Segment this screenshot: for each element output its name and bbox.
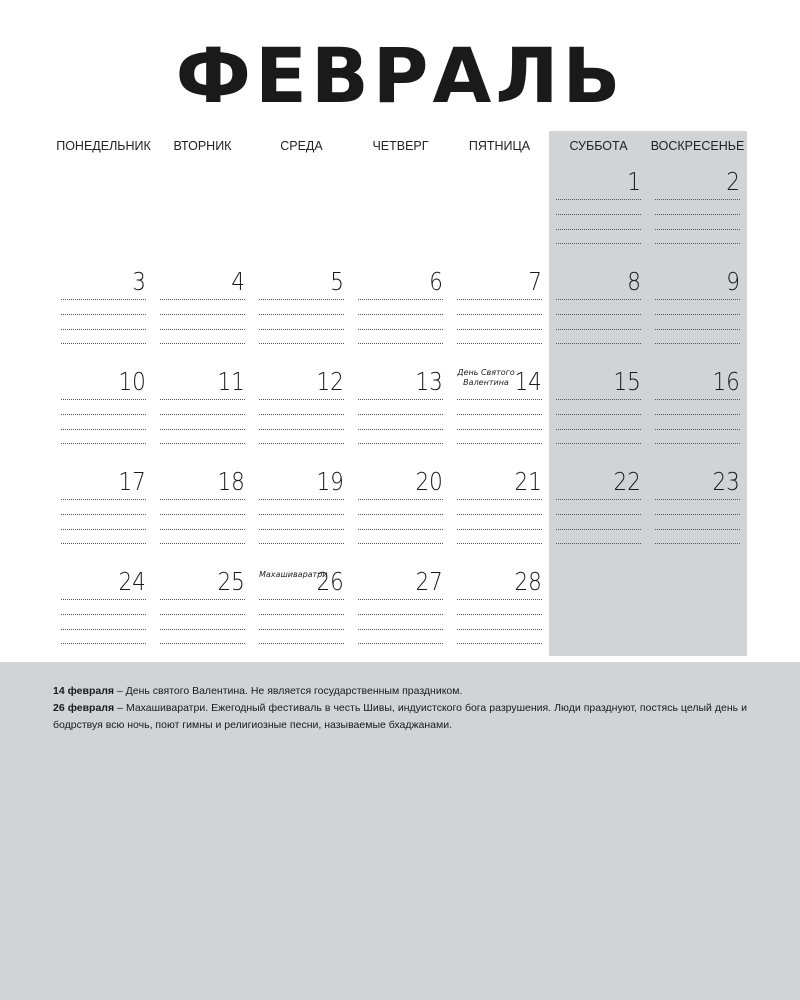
- note-mahashivaratri-date: 26 февраля: [53, 702, 115, 714]
- note-line: [259, 629, 344, 630]
- note-line: [61, 299, 146, 300]
- day-cell: [358, 268, 443, 358]
- day-cell: [358, 168, 443, 258]
- note-line: [655, 543, 740, 544]
- note-line: [556, 414, 641, 415]
- note-line: [61, 514, 146, 515]
- note-line: [556, 499, 641, 500]
- note-line: [457, 643, 542, 644]
- day-cell: [655, 368, 740, 458]
- event-valentine: [456, 368, 516, 388]
- day-cell: [160, 368, 245, 458]
- note-line: [160, 443, 245, 444]
- note-line: [556, 314, 641, 315]
- note-line: [457, 599, 542, 600]
- day-number: 25: [217, 567, 245, 596]
- note-valentine: [53, 683, 747, 700]
- weekday-label: ВТОРНИК: [173, 139, 232, 153]
- day-cell: [259, 168, 344, 258]
- day-cell: [556, 168, 641, 258]
- day-number: 10: [118, 367, 146, 396]
- day-cell: [556, 568, 641, 658]
- note-line: [457, 514, 542, 515]
- day-number: 28: [514, 567, 542, 596]
- day-cell: [61, 568, 146, 658]
- day-cell: [160, 468, 245, 558]
- note-line: [358, 429, 443, 430]
- note-line: [358, 314, 443, 315]
- day-number: 11: [217, 367, 245, 396]
- day-cell: [457, 568, 542, 658]
- note-line: [556, 543, 641, 544]
- note-line: [259, 529, 344, 530]
- note-mahashivaratri: [53, 700, 747, 734]
- holiday-notes: [53, 683, 747, 734]
- note-line: [259, 643, 344, 644]
- day-cell: [655, 268, 740, 358]
- note-line: [457, 399, 542, 400]
- weekday-label: СУББОТА: [569, 139, 628, 153]
- note-valentine-text: – День святого Валентина. Не является государственным праздником.: [114, 685, 463, 697]
- note-line: [457, 414, 542, 415]
- day-cell: [160, 168, 245, 258]
- day-number: 2: [726, 167, 740, 196]
- note-line: [556, 299, 641, 300]
- note-line: [457, 343, 542, 344]
- day-number: 17: [118, 467, 146, 496]
- note-line: [160, 614, 245, 615]
- day-number: 15: [613, 367, 641, 396]
- weekday-label: ПОНЕДЕЛЬНИК: [56, 139, 151, 153]
- note-line: [556, 199, 641, 200]
- weekday-label: ВОСКРЕСЕНЬЕ: [650, 139, 745, 153]
- note-line: [556, 399, 641, 400]
- day-number: 22: [613, 467, 641, 496]
- note-line: [259, 329, 344, 330]
- note-line: [655, 399, 740, 400]
- day-number: 5: [330, 267, 344, 296]
- note-line: [160, 329, 245, 330]
- day-cell: [358, 568, 443, 658]
- day-number: 3: [132, 267, 146, 296]
- note-line: [61, 629, 146, 630]
- note-line: [655, 429, 740, 430]
- note-line: [556, 529, 641, 530]
- note-line: [556, 514, 641, 515]
- month-title: ФЕВРАЛЬ: [175, 31, 625, 120]
- note-line: [556, 214, 641, 215]
- note-line: [655, 229, 740, 230]
- day-number: 24: [118, 567, 146, 596]
- day-number: 6: [429, 267, 443, 296]
- note-line: [457, 443, 542, 444]
- day-cell: [556, 468, 641, 558]
- note-line: [160, 399, 245, 400]
- note-line: [259, 429, 344, 430]
- note-line: [358, 443, 443, 444]
- day-cell: [655, 468, 740, 558]
- note-line: [457, 499, 542, 500]
- day-number: 8: [627, 267, 641, 296]
- day-number: 23: [712, 467, 740, 496]
- day-cell: [457, 168, 542, 258]
- day-number: 27: [415, 567, 443, 596]
- day-number: 18: [217, 467, 245, 496]
- note-line: [61, 529, 146, 530]
- note-line: [160, 543, 245, 544]
- day-number: 7: [528, 267, 542, 296]
- day-cell: [259, 368, 344, 458]
- note-line: [655, 343, 740, 344]
- note-line: [358, 529, 443, 530]
- day-cell: [358, 468, 443, 558]
- note-line: [160, 314, 245, 315]
- note-line: [160, 299, 245, 300]
- note-line: [61, 343, 146, 344]
- note-line: [259, 543, 344, 544]
- note-line: [61, 399, 146, 400]
- day-number: 12: [316, 367, 344, 396]
- note-line: [358, 414, 443, 415]
- note-line: [160, 343, 245, 344]
- note-line: [358, 514, 443, 515]
- day-cell: [160, 268, 245, 358]
- note-line: [457, 629, 542, 630]
- note-line: [61, 599, 146, 600]
- note-line: [259, 599, 344, 600]
- note-line: [655, 214, 740, 215]
- day-cell: [61, 368, 146, 458]
- day-cell: [160, 568, 245, 658]
- note-line: [358, 499, 443, 500]
- day-cell: [655, 568, 740, 658]
- note-line: [259, 514, 344, 515]
- note-line: [556, 429, 641, 430]
- day-cell: [259, 268, 344, 358]
- note-line: [655, 514, 740, 515]
- note-line: [358, 629, 443, 630]
- note-line: [655, 299, 740, 300]
- weekday-label: ПЯТНИЦА: [468, 139, 531, 153]
- day-number: 4: [231, 267, 245, 296]
- note-line: [457, 529, 542, 530]
- note-line: [259, 414, 344, 415]
- note-line: [358, 399, 443, 400]
- day-cell: [61, 168, 146, 258]
- note-line: [457, 614, 542, 615]
- day-cell: [457, 468, 542, 558]
- note-line: [457, 329, 542, 330]
- note-line: [556, 443, 641, 444]
- note-line: [556, 343, 641, 344]
- note-line: [61, 429, 146, 430]
- day-cell: [655, 168, 740, 258]
- event-mahashivaratri: Махашиваратри: [259, 570, 328, 579]
- note-line: [457, 299, 542, 300]
- day-cell: [259, 568, 344, 658]
- note-line: [655, 199, 740, 200]
- note-line: [61, 643, 146, 644]
- note-line: [358, 299, 443, 300]
- note-line: [160, 514, 245, 515]
- note-line: [556, 329, 641, 330]
- note-line: [61, 314, 146, 315]
- day-number: 16: [712, 367, 740, 396]
- note-line: [160, 629, 245, 630]
- note-line: [655, 243, 740, 244]
- note-line: [457, 429, 542, 430]
- note-line: [61, 443, 146, 444]
- event-valentine-line-2: Валентина: [463, 378, 509, 387]
- note-line: [160, 599, 245, 600]
- day-number: 20: [415, 467, 443, 496]
- note-line: [457, 314, 542, 315]
- note-line: [358, 329, 443, 330]
- note-line: [259, 314, 344, 315]
- note-line: [160, 529, 245, 530]
- note-line: [358, 599, 443, 600]
- note-line: [259, 399, 344, 400]
- day-number: 9: [726, 267, 740, 296]
- note-line: [655, 329, 740, 330]
- note-line: [259, 499, 344, 500]
- day-number: 14: [514, 367, 542, 396]
- note-line: [655, 499, 740, 500]
- weekday-label: ЧЕТВЕРГ: [372, 139, 429, 153]
- note-line: [61, 414, 146, 415]
- note-line: [259, 343, 344, 344]
- note-line: [61, 329, 146, 330]
- note-line: [655, 443, 740, 444]
- note-line: [556, 243, 641, 244]
- note-line: [655, 414, 740, 415]
- day-cell: [457, 268, 542, 358]
- day-cell: [61, 268, 146, 358]
- note-line: [358, 614, 443, 615]
- note-line: [61, 543, 146, 544]
- note-line: [259, 299, 344, 300]
- note-line: [160, 414, 245, 415]
- day-number: 19: [316, 467, 344, 496]
- day-cell: [556, 368, 641, 458]
- day-number: 26: [316, 567, 344, 596]
- day-number: 1: [627, 167, 641, 196]
- note-line: [61, 614, 146, 615]
- note-line: [457, 543, 542, 544]
- day-number: 21: [514, 467, 542, 496]
- event-valentine-line-1: День Святого: [457, 368, 515, 377]
- note-line: [61, 499, 146, 500]
- day-cell: [358, 368, 443, 458]
- note-line: [160, 429, 245, 430]
- note-line: [655, 529, 740, 530]
- note-line: [358, 343, 443, 344]
- note-line: [160, 643, 245, 644]
- weekday-label: СРЕДА: [280, 139, 323, 153]
- note-line: [655, 314, 740, 315]
- note-line: [358, 643, 443, 644]
- note-line: [358, 543, 443, 544]
- note-line: [556, 229, 641, 230]
- note-mahashivaratri-text: – Махашиваратри. Ежегодный фестиваль в честь Шивы, индуистского бога разрушения. Люди празднуют, постясь целый день и бодрствуя всю ночь, поют гимны и религиозные песни, называемые бхаджанами.: [53, 702, 747, 731]
- note-line: [259, 614, 344, 615]
- day-number: 13: [415, 367, 443, 396]
- note-line: [259, 443, 344, 444]
- note-line: [160, 499, 245, 500]
- day-cell: [556, 268, 641, 358]
- note-valentine-date: 14 февраля: [53, 685, 114, 697]
- day-cell: [61, 468, 146, 558]
- day-cell: [259, 468, 344, 558]
